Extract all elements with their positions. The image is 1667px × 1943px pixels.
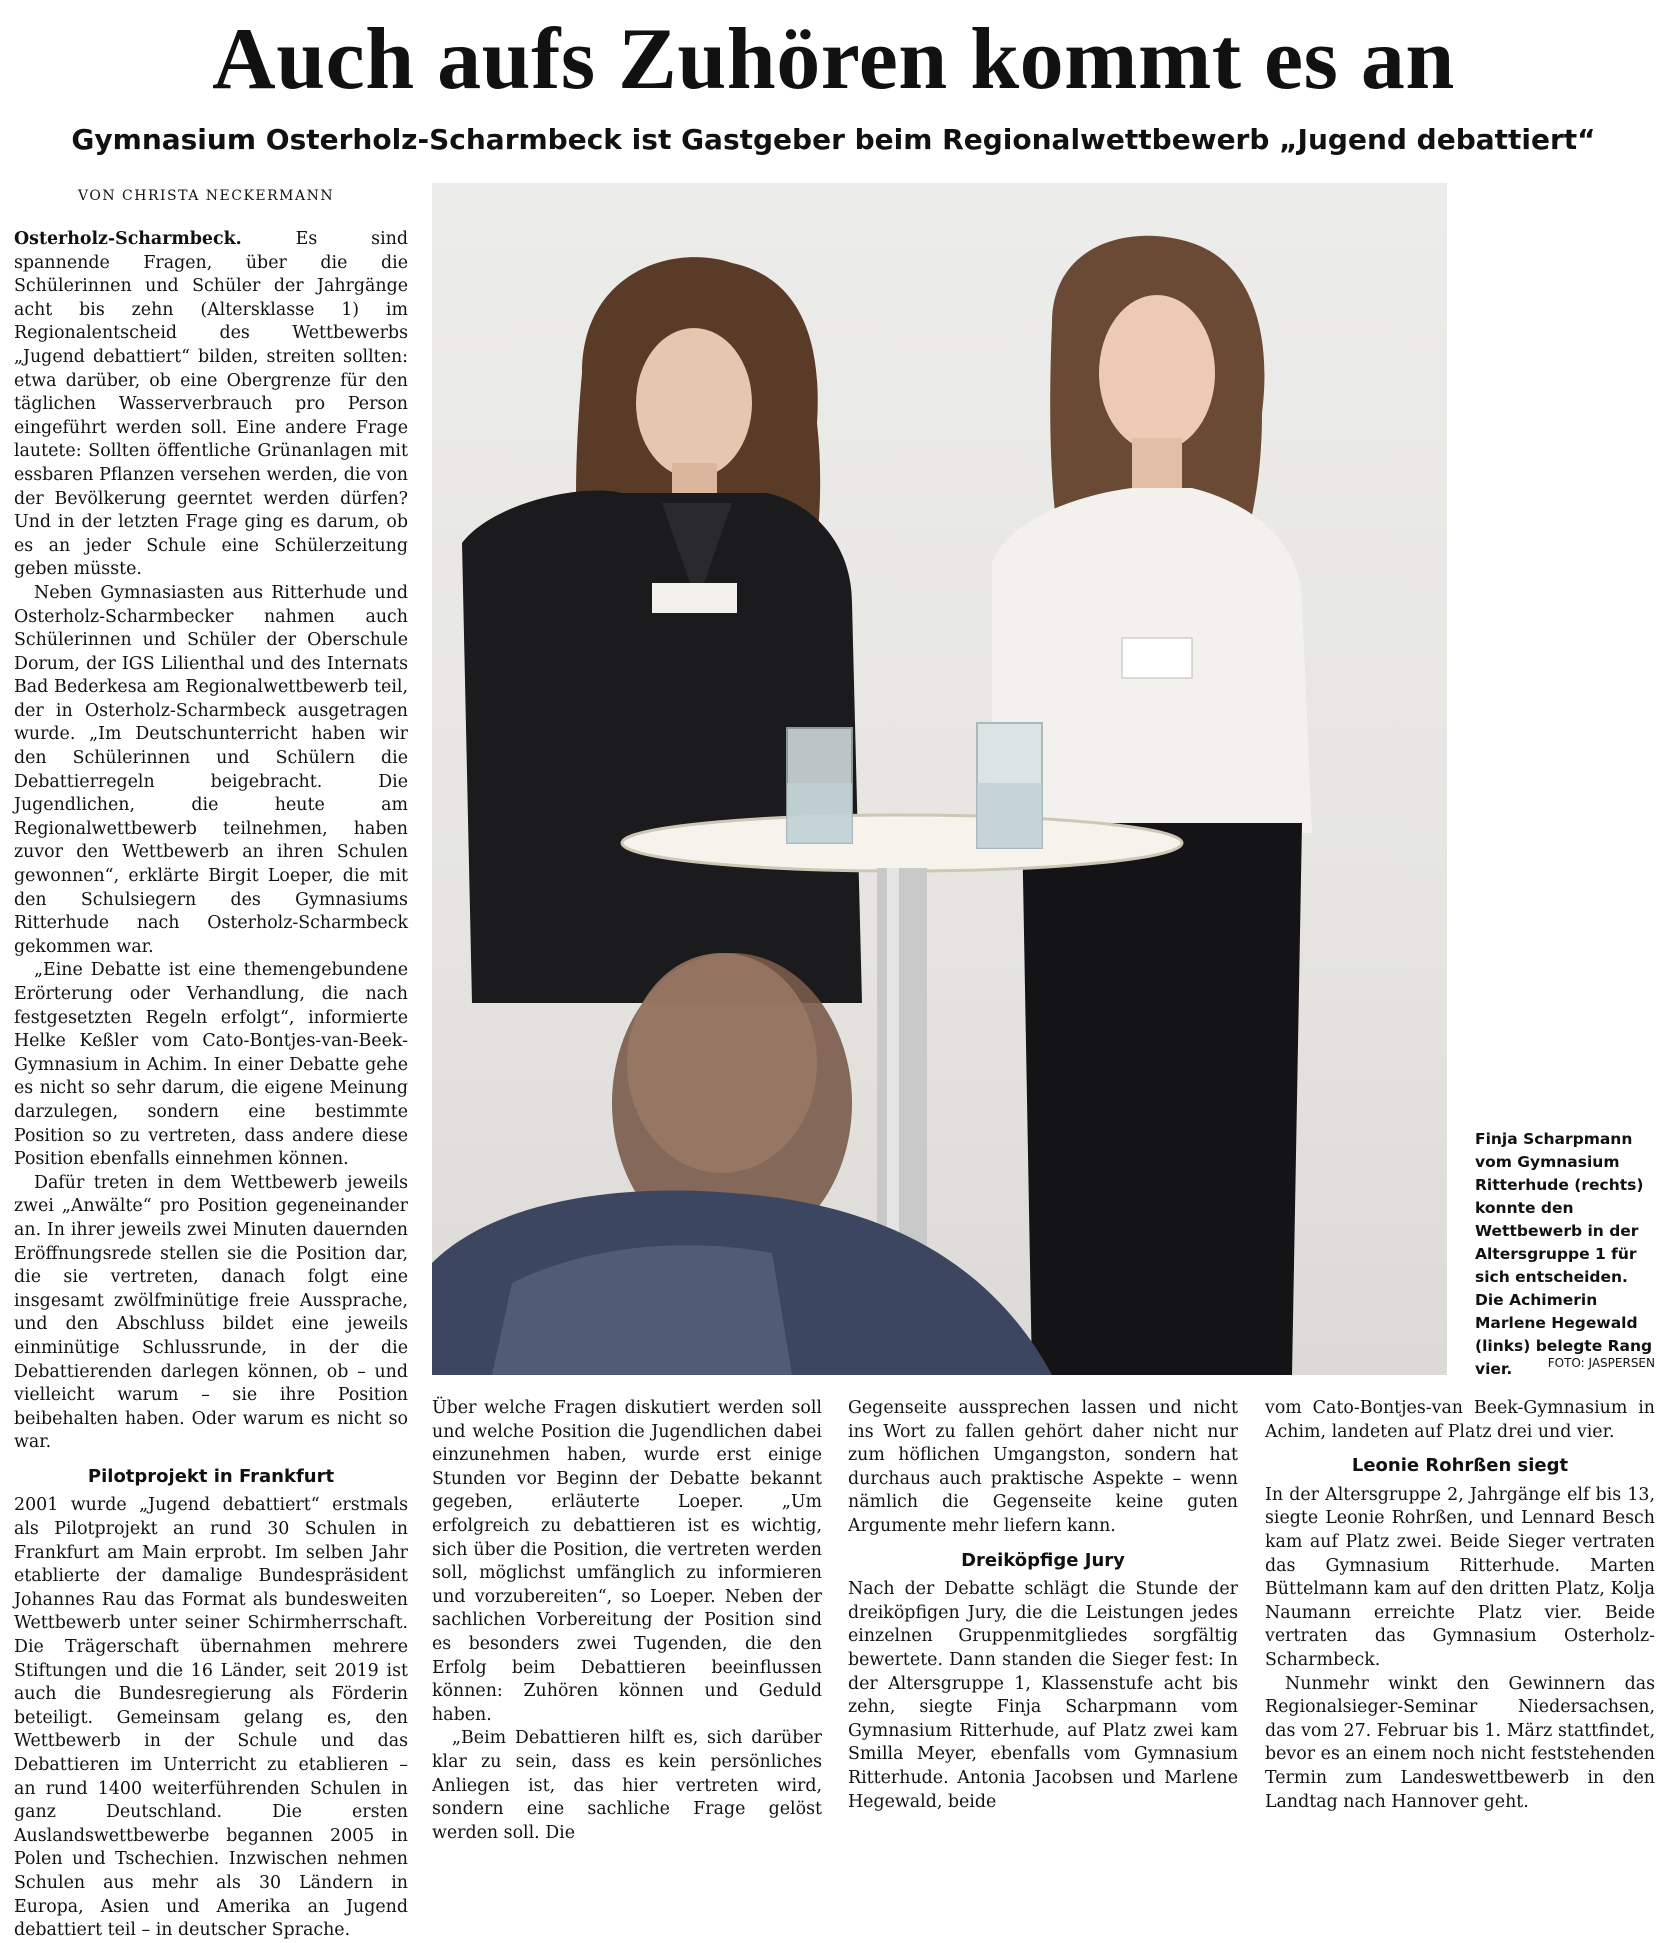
paragraph: Gegenseite aussprechen lassen und nicht ins Wort zu fallen gehört daher nicht nur zum höflichen Umgangston, sondern hat durchaus auch praktische Aspekte – wenn nämlich die Gegenseite keine guten Argumente mehr liefern kann. <box>848 1398 1238 1536</box>
dateline: Osterholz-Scharmbeck. <box>14 229 242 249</box>
paragraph: Dafür treten in dem Wettbewerb jeweils zwei „Anwälte“ pro Position gegeneinander an. In ihrer jeweils zwei Minuten dauernden Eröffnungsrede stellen sie die Position dar, die sie vertreten, danach folgt eine insgesamt zwölfminütige freie Aussprache, und den Abschluss bildet eine jeweils einminütige Schlussrunde, in der die Debattierenden darlegen können, ob – und vielleicht warum – sie ihre Position beibehalten haben. Oder warum es nicht so war. <box>14 1172 408 1453</box>
paragraph: 2001 wurde „Jugend debattiert“ erstmals als Pilotprojekt an rund 30 Schulen in Frankfurt am Main erprobt. Im selben Jahr etablierte der damalige Bundespräsident Johannes Rau das Format als bundesweiten Wettbewerb unter seiner Schirmherrschaft. Die Trägerschaft übernahmen mehrere Stiftungen und die 16 Länder, seit 2019 ist auch die Bundesregierung als Förderin beteiligt. Gemeinsam gelang es, den Wettbewerb in der Schule und das Debattieren im Unterricht zu etablieren – an rund 1400 weiterführenden Schulen in ganz Deutschland. Die ersten Auslandswettbewerbe begannen 2005 in Polen und Tschechien. Inzwischen nehmen Schulen aus mehr als 30 Ländern in Europa, Asien und Amerika an Jugend debattiert teil – in deutscher Sprache. <box>14 1495 408 1941</box>
headline: Auch aufs Zuhören kommt es an <box>212 11 1455 108</box>
paragraph: Nach der Debatte schlägt die Stunde der dreiköpfigen Jury, die die Leistungen jedes einzelnen Gruppenmitgliedes sorgfältig bewertete. Dann standen die Sieger fest: In der Altersgruppe 1, Klassenstufe acht bis zehn, siegte Finja Scharpmann vom Gymnasium Ritterhude, auf Platz zwei kam Smilla Meyer, ebenfalls vom Gymnasium Ritterhude. Antonia Jacobsen und Marlene Hegewald, beide <box>848 1579 1238 1812</box>
paragraph <box>14 228 408 582</box>
subheadline: Gymnasium Osterholz-Scharmbeck ist Gastgeber beim Regionalwettbewerb „Jugend debattiert“ <box>71 123 1596 156</box>
section-heading: Leonie Rohrßen siegt <box>1351 1455 1569 1477</box>
photo-credit: FOTO: JASPERSEN <box>1547 1356 1655 1370</box>
photo-illustration <box>432 183 1447 1375</box>
article-photo <box>432 183 1447 1375</box>
byline: VON CHRISTA NECKERMANN <box>78 188 335 204</box>
paragraph: Nunmehr winkt den Gewinnern das Regionalsieger-Seminar Niedersachsen, das vom 27. Februar bis 1. März stattfindet, bevor es an einem noch nicht feststehenden Termin zum Landeswettbewerb in den Landtag nach Hannover geht. <box>1265 1673 1655 1812</box>
article-column-2 <box>432 1397 822 1845</box>
photo-caption: Finja Scharpmann vom Gymnasium Ritterhude (rechts) konnte den Wettbewerb in der Altersgruppe 1 für sich entscheiden. Die Achimerin Marlene Hegewald (links) belegte Rang vier. <box>1475 1130 1653 1378</box>
paragraph: In der Altersgruppe 2, Jahrgänge elf bis 13, siegte Leonie Rohrßen, und Lennard Besch kam auf Platz zwei. Beide Sieger vertraten das Gymnasium Ritterhude. Marten Büttelmann kam auf den dritten Platz, Kolja Naumann erreichte Platz vier. Beide vertraten das Gymnasium Osterholz-Scharmbeck. <box>1265 1484 1655 1670</box>
article-column-3 <box>848 1397 1238 1814</box>
paragraph: vom Cato-Bontjes-van Beek-Gymnasium in Achim, landeten auf Platz drei und vier. <box>1265 1398 1655 1442</box>
paragraph: Neben Gymnasiasten aus Ritterhude und Osterholz-Scharmbecker nahmen auch Schülerinnen und Schüler der Oberschule Dorum, der IGS Lilienthal und des Internats Bad Bederkesa am Regionalwettbewerb teil, der in Osterholz-Scharmbeck ausgetragen wurde. „Im Deutschunterricht haben wir den Schülerinnen und Schülern die Debattierregeln beigebracht. Die Jugendlichen, die heute am Regionalwettbewerb teilnehmen, haben zuvor den Wettbewerb an ihren Schulen gewonnen“, erklärte Birgit Loeper, die mit den Schulsiegern des Gymnasiums Ritterhude nach Osterholz-Scharmbeck gekommen war. <box>14 582 408 957</box>
section-heading: Dreiköpfige Jury <box>961 1549 1125 1571</box>
section-heading: Pilotprojekt in Frankfurt <box>87 1465 335 1487</box>
paragraph-text: Es sind spannende Fragen, über die die Schülerinnen und Schüler der Jahrgänge acht bis zehn (Altersklasse 1) im Regionalentscheid des Wettbewerbs „Jugend debattiert“ bilden, streiten sollten: etwa darüber, ob eine Obergrenze für den täglichen Wasserverbrauch pro Person eingeführt werden soll. Eine andere Frage lautete: Sollten öffentliche Grünanlagen mit essbaren Pflanzen versehen werden, die von der Bevölkerung geerntet werden dürfen? Und in der letzten Frage ging es darum, ob es an jeder Schule eine Schülerzeitung geben müsste. <box>14 229 408 580</box>
paragraph: Über welche Fragen diskutiert werden soll und welche Position die Jugendlichen dabei einzunehmen haben, wurde erst einige Stunden vor Beginn der Debatte bekannt gegeben, erläuterte Loeper. „Um erfolgreich zu debattieren ist es wichtig, sich über die Position, die vertreten werden soll, möglichst umfänglich zu informieren und vorzubereiten“, so Loeper. Neben der sachlichen Vorbereitung der Position sind es besonders zwei Tugenden, die den Erfolg beim Debattieren beeinflussen können: Zuhören können und Geduld haben. <box>432 1398 822 1725</box>
paragraph: „Beim Debattieren hilft es, sich darüber klar zu sein, dass es kein persönliches Anliegen ist, das hier vertreten wird, sondern eine sachliche Frage gelöst werden soll. Die <box>432 1728 822 1843</box>
article-column-4 <box>1265 1397 1655 1814</box>
article-column-1 <box>14 228 408 1943</box>
paragraph: „Eine Debatte ist eine themengebundene Erörterung oder Verhandlung, die nach festgesetzten Regeln erfolgt“, informierte Helke Keßler vom Cato-Bontjes-van-Beek-Gymnasium in Achim. In einer Debatte gehe es nicht so sehr darum, die eigene Meinung darzulegen, sondern eine bestimmte Position so zu vertreten, dass andere diese Position ebenfalls einnehmen können. <box>14 960 408 1170</box>
